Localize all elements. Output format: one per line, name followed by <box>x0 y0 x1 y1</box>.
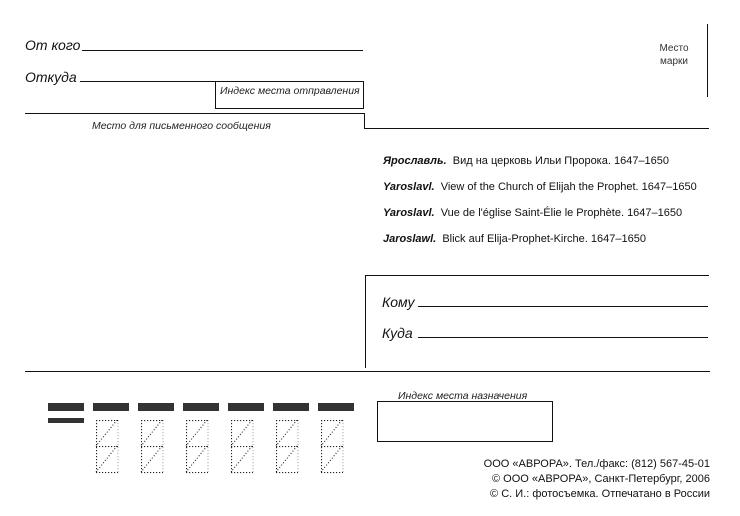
postcode-bar-2 <box>93 403 129 411</box>
where-to-line[interactable] <box>418 337 708 338</box>
imprint-line-3: © С. И.: фотосъемка. Отпечатано в России <box>490 488 710 500</box>
postcode-digit-cell-5[interactable] <box>276 420 298 473</box>
stamp-label-line2: марки <box>660 56 688 67</box>
imprint-line-1: ООО «АВРОРА». Тел./факс: (812) 567-45-01 <box>483 458 710 470</box>
imprint-line-2: © ООО «АВРОРА», Санкт-Петербург, 2006 <box>491 473 710 485</box>
caption-de-place: Jaroslawl. <box>383 233 437 245</box>
to-line[interactable] <box>418 306 708 307</box>
caption-de <box>383 233 646 245</box>
stamp-label <box>652 42 696 68</box>
postcode-bar-6 <box>273 403 309 411</box>
recipient-box <box>365 275 709 368</box>
postcode-bar-4 <box>183 403 219 411</box>
stamp-label-line1: Место <box>659 43 689 54</box>
caption-fr <box>383 207 682 219</box>
upper-divider-left <box>25 113 365 114</box>
caption-en-place: Yaroslavl. <box>383 181 435 193</box>
recipient-index-label: Индекс места назначения <box>398 390 528 402</box>
postcode-digit-cell-1[interactable] <box>96 420 118 473</box>
postcode-bar-3 <box>138 403 174 411</box>
postcode-bar-1 <box>48 403 84 411</box>
caption-fr-place: Yaroslavl. <box>383 207 435 219</box>
caption-ru <box>383 155 669 167</box>
postcode-bar-1b <box>48 418 84 423</box>
caption-en-text: View of the Church of Elijah the Prophet. 1647–1650 <box>440 181 697 193</box>
postcode-bar-7 <box>318 403 354 411</box>
recipient-index-box[interactable] <box>377 401 553 442</box>
postcode-digit-cell-2[interactable] <box>141 420 163 473</box>
to-label: Кому <box>382 294 415 310</box>
upper-divider-right <box>364 128 709 129</box>
postcode-digit-cell-6[interactable] <box>321 420 343 473</box>
message-area-label: Место для письменного сообщения <box>92 120 271 132</box>
from-label: От кого <box>25 37 81 53</box>
postcode-digit-grid[interactable] <box>90 420 360 478</box>
postcode-digit-cell-3[interactable] <box>186 420 208 473</box>
where-from-label: Откуда <box>25 69 77 85</box>
caption-de-text: Blick auf Elija-Prophet-Kirche. 1647–1650 <box>442 233 646 245</box>
stamp-border-vertical <box>707 24 708 97</box>
lower-divider <box>25 371 710 372</box>
caption-en <box>383 181 697 193</box>
caption-fr-text: Vue de l'église Saint-Élie le Prophète. 1647–1650 <box>440 207 683 219</box>
where-to-label: Куда <box>382 325 413 341</box>
from-line[interactable] <box>82 50 363 51</box>
postcode-bar-5 <box>228 403 264 411</box>
caption-ru-text: Вид на церковь Ильи Пророка. 1647–1650 <box>452 155 670 167</box>
caption-ru-place: Ярославль. <box>383 155 447 167</box>
upper-divider-step <box>364 113 365 129</box>
postcode-digit-cell-4[interactable] <box>231 420 253 473</box>
sender-index-label: Индекс места отправления <box>220 85 360 97</box>
